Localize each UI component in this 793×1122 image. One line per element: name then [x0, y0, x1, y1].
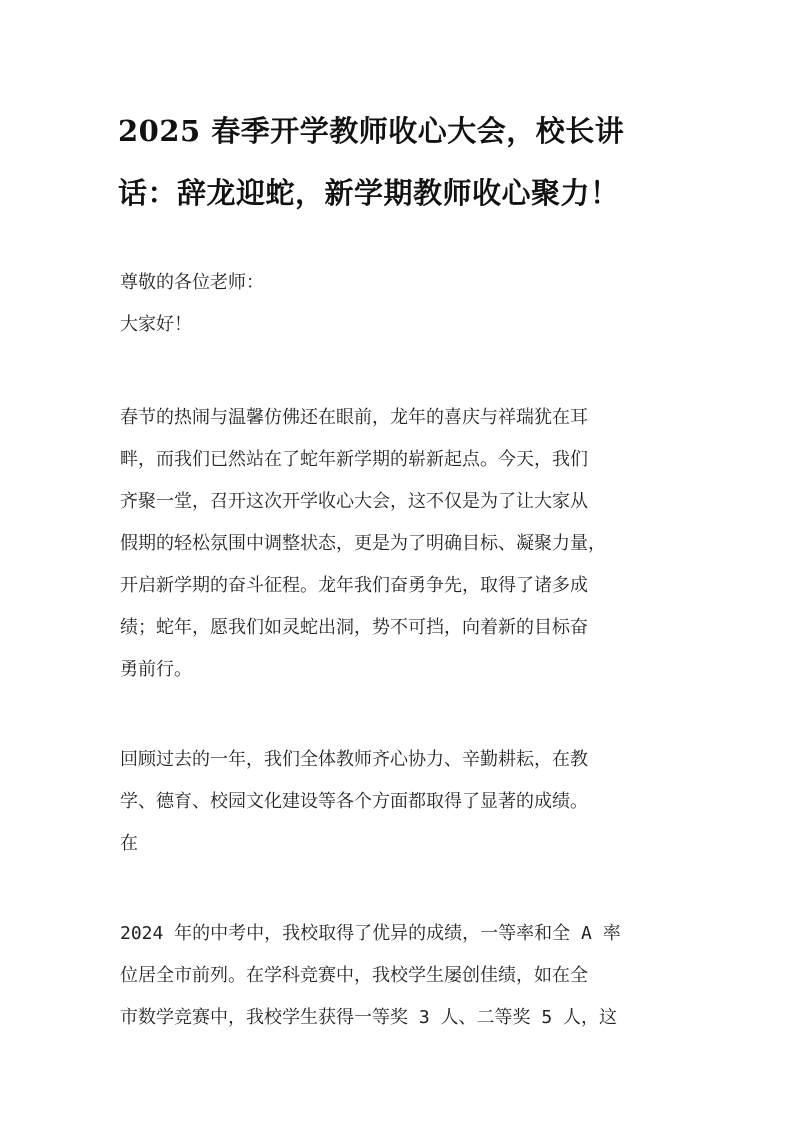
paragraph-line: 绩；蛇年，愿我们如灵蛇出洞，势不可挡，向着新的目标奋 — [120, 617, 588, 638]
paragraph-line: 2024 年的中考中，我校取得了优异的成绩，一等率和全 A 率 — [120, 923, 621, 944]
paragraph-line: 勇前行。 — [120, 659, 192, 680]
document-title — [118, 100, 688, 224]
paragraph-2 — [120, 739, 680, 865]
paragraph-line: 市数学竞赛中，我校学生获得一等奖 3 人、二等奖 5 人，这 — [120, 1007, 618, 1028]
paragraph-line: 假期的轻松氛围中调整状态，更是为了明确目标、凝聚力量， — [120, 533, 606, 554]
document-body — [120, 262, 680, 1039]
paragraph-line: 畔，而我们已然站在了蛇年新学期的崭新起点。今天，我们 — [120, 449, 588, 470]
paragraph-line: 位居全市前列。在学科竞赛中，我校学生屡创佳绩，如在全 — [120, 965, 588, 986]
paragraph-line: 齐聚一堂，召开这次开学收心大会，这不仅是为了让大家从 — [120, 491, 588, 512]
title-line-2: 话：辞龙迎蛇，新学期教师收心聚力！ — [118, 176, 620, 210]
hello-line: 大家好！ — [120, 314, 192, 335]
paragraph-line: 学、德育、校园文化建设等各个方面都取得了显著的成绩。 — [120, 791, 588, 812]
title-line-1: 2025 春季开学教师收心大会，校长讲 — [118, 114, 625, 148]
paragraph-line: 在 — [120, 833, 138, 854]
paragraph-1 — [120, 397, 680, 691]
greeting: 尊敬的各位老师： — [120, 272, 264, 293]
paragraph-3 — [120, 913, 680, 1039]
paragraph-line: 开启新学期的奋斗征程。龙年我们奋勇争先，取得了诸多成 — [120, 575, 588, 596]
paragraph-line: 春节的热闹与温馨仿佛还在眼前，龙年的喜庆与祥瑞犹在耳 — [120, 407, 588, 428]
paragraph-line: 回顾过去的一年，我们全体教师齐心协力、辛勤耕耘，在教 — [120, 749, 588, 770]
